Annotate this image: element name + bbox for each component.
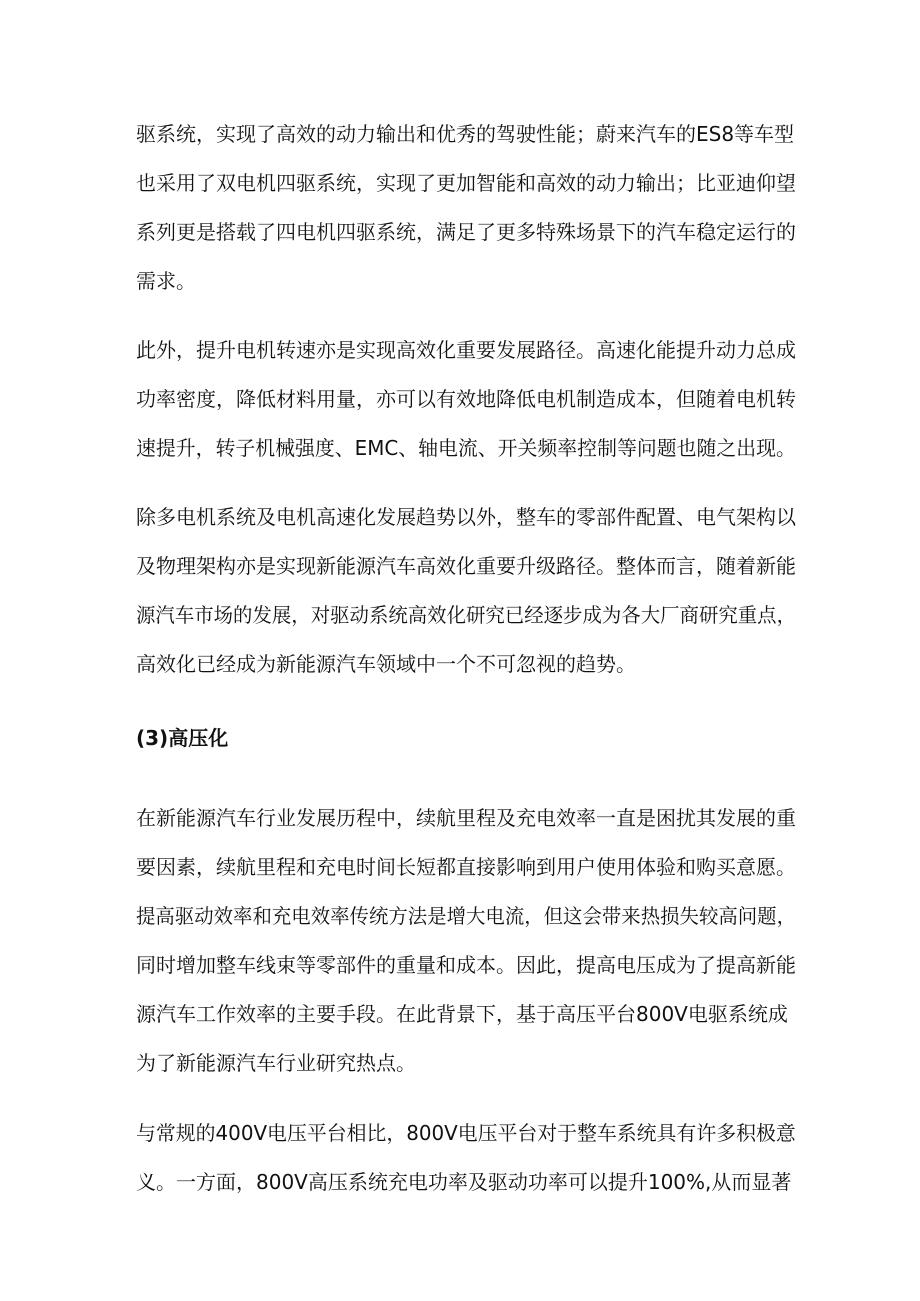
paragraph-line: 为了新能源汽车行业研究热点。	[136, 1051, 416, 1075]
paragraph-line: 需求。	[136, 269, 196, 293]
paragraph-line: 要因素，续航里程和充电时间长短都直接影响到用户使用体验和购买意愿。	[136, 855, 796, 879]
paragraph-line: 在新能源汽车行业发展历程中，续航里程及充电效率一直是困扰其发展的重	[136, 806, 796, 830]
paragraph-line: 源汽车工作效率的主要手段。在此背景下，基于高压平台800V电驱系统成	[136, 1002, 788, 1026]
paragraph-line: 及物理架构亦是实现新能源汽车高效化重要升级路径。整体而言，随着新能	[136, 554, 796, 578]
paragraph-line: 高效化已经成为新能源汽车领域中一个不可忽视的趋势。	[136, 652, 636, 676]
paragraph-line: 驱系统，实现了高效的动力输出和优秀的驾驶性能；蔚来汽车的ES8等车型	[136, 122, 795, 146]
section-heading: (3)高压化	[136, 726, 229, 750]
paragraph-line: 除多电机系统及电机高速化发展趋势以外，整车的零部件配置、电气架构以	[136, 505, 796, 529]
paragraph-line: 与常规的400V电压平台相比，800V电压平台对于整车系统具有许多积极意	[136, 1121, 796, 1145]
paragraph-line: 功率密度，降低材料用量，亦可以有效地降低电机制造成本，但随着电机转	[136, 387, 796, 411]
paragraph-line: 源汽车市场的发展，对驱动系统高效化研究已经逐步成为各大厂商研究重点，	[136, 603, 796, 627]
paragraph-line: 此外，提升电机转速亦是实现高效化重要发展路径。高速化能提升动力总成	[136, 338, 796, 362]
paragraph-line: 同时增加整车线束等零部件的重量和成本。因此，提高电压成为了提高新能	[136, 953, 796, 977]
paragraph-line: 义。一方面，800V高压系统充电功率及驱动功率可以提升100%,从而显著	[136, 1170, 792, 1194]
paragraph-line: 速提升，转子机械强度、EMC、轴电流、开关频率控制等问题也随之出现。	[136, 436, 796, 460]
paragraph-line: 提高驱动效率和充电效率传统方法是增大电流，但这会带来热损失较高问题，	[136, 904, 796, 928]
paragraph-line: 也采用了双电机四驱系统，实现了更加智能和高效的动力输出；比亚迪仰望	[136, 171, 796, 195]
paragraph-line: 系列更是搭载了四电机四驱系统，满足了更多特殊场景下的汽车稳定运行的	[136, 220, 796, 244]
